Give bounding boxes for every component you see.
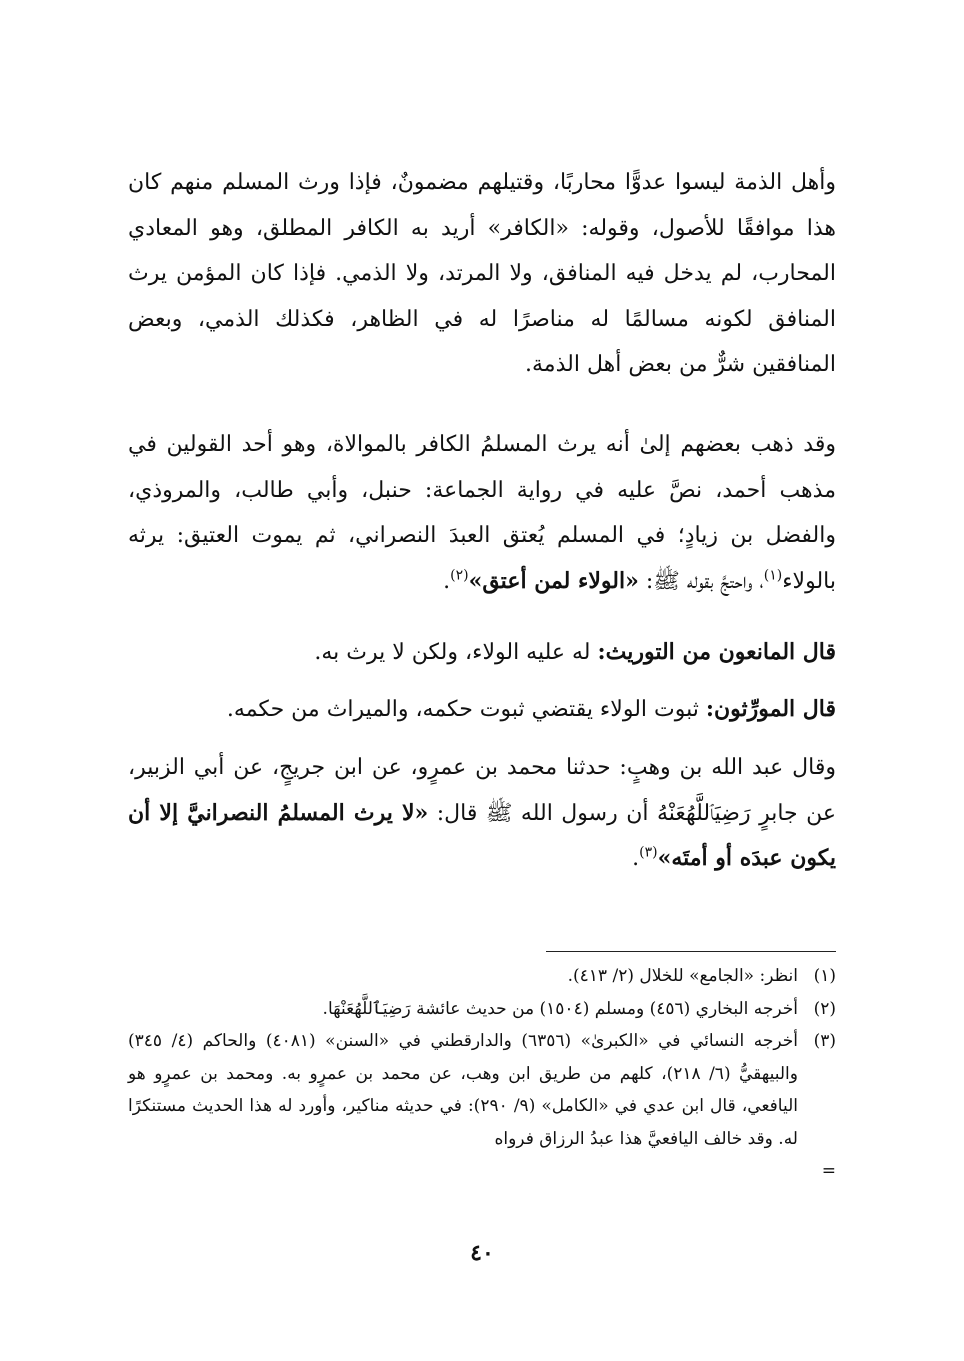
page-number: ٤٠ — [470, 1240, 494, 1266]
paragraph-5 — [128, 745, 836, 882]
paragraph-4 — [128, 687, 836, 733]
footnote-ref-2[interactable]: (٢) — [450, 567, 469, 584]
paragraph-3 — [128, 630, 836, 676]
footnote-continuation-mark: = — [821, 1161, 836, 1181]
paragraph-1 — [128, 160, 836, 388]
paragraph-2-text-cont: ، واحتجَّ بقوله ﷺ: — [638, 568, 764, 594]
footnote-text: أخرجه البخاري (٤٥٦) ومسلم (١٥٠٤) من حديث عائشة رَضِيَٱللَّهُعَنْهَا. — [322, 998, 798, 1019]
paragraph-5-text: وقال عبد الله بن وهبٍ: حدثنا محمد بن عمرٍو، عن ابن جريجٍ، عن أبي الزبير، عن جابرٍ رَضِيَٱللَّهُعَنْهُ أن رسول الله ﷺ قال: — [128, 755, 837, 826]
hadith-quote-2: «لا يرث المسلمُ النصرانيَّ إلا أن يكون عبدَه أو أمتَه» — [128, 799, 836, 871]
paragraph-4-text: ثبوت الولاء يقتضي ثبوت حكمه، والميراث من حكمه. — [226, 697, 706, 722]
paragraph-3-text: له عليه الولاء، ولكن لا يرث به. — [314, 640, 598, 665]
footnote-separator — [546, 951, 836, 952]
footnote-1 — [128, 960, 836, 993]
footnote-text: أخرجه النسائي في «الكبرىٰ» (٦٣٥٦) والدارقطني في «السنن» (٤٠٨١) والحاكم (٤/ ٣٤٥) والبيهقيُّ (٦/ ٢١٨)، كلهم من طريق ابن وهب، عن محمد بن عمرٍو به. ومحمد بن عمرٍو هو اليافعي، قال ابن عدي في «الكامل» (٩/ ٢٩٠): في حديثه مناكير، وأورد له هذا الحديث مستنكرًا له. وقد خالف اليافعيَّ هذا عبدُ الرزاق فرواه — [128, 1031, 798, 1149]
footnote-ref-1[interactable]: (١) — [763, 567, 783, 584]
footnote-text: انظر: «الجامع» للخلال (٢/ ٤١٣). — [567, 966, 798, 986]
footnote-number: (٢) — [813, 998, 836, 1019]
footnote-ref-3[interactable]: (٣) — [639, 844, 658, 861]
footnote-3 — [128, 1025, 836, 1155]
paragraph-2 — [128, 422, 836, 604]
paragraph-4-label: قال المورِّثون: — [705, 696, 836, 722]
paragraph-1-text: وأهل الذمة ليسوا عدوًّا محاربًا، وقتيلهم مضمونٌ، فإذا ورث المسلم منهم كان هذا موافقًا للأصول، وقوله: «الكافر» أريد به الكافر المطلق، وهو المعادي المحارب، لم يدخل فيه المنافق، ولا المرتد، ولا الذمي. فإذا كان المؤمن يرث المنافق لكونه مسالمًا له مناصرًا له في الظاهر، فكذلك الذمي، وبعض المنافقين شرٌّ من بعض أهل الذمة. — [128, 170, 837, 377]
footnotes — [128, 960, 836, 1188]
footnote-number: (١) — [813, 966, 836, 986]
paragraph-5-end: . — [632, 846, 640, 871]
paragraph-2-end: . — [443, 568, 451, 594]
footnote-number: (٣) — [813, 1031, 836, 1051]
hadith-quote-1: «الولاء لمن أعتق» — [468, 567, 639, 594]
footnote-2 — [128, 993, 836, 1026]
paragraph-2-text: وقد ذهب بعضهم إلىٰ أنه يرث المسلمُ الكافر بالموالاة، وهو أحد القولين في مذهب أحمد، نصَّ عليه في رواية الجماعة: حنبل، وأبي طالب، والمروذي، والفضل بن زيادٍ؛ في المسلم يُعتق العبدَ النصراني، ثم يموت العتيق: يرثه بالولاء — [128, 432, 836, 594]
paragraph-3-label: قال المانعون من التوريث: — [597, 639, 836, 665]
